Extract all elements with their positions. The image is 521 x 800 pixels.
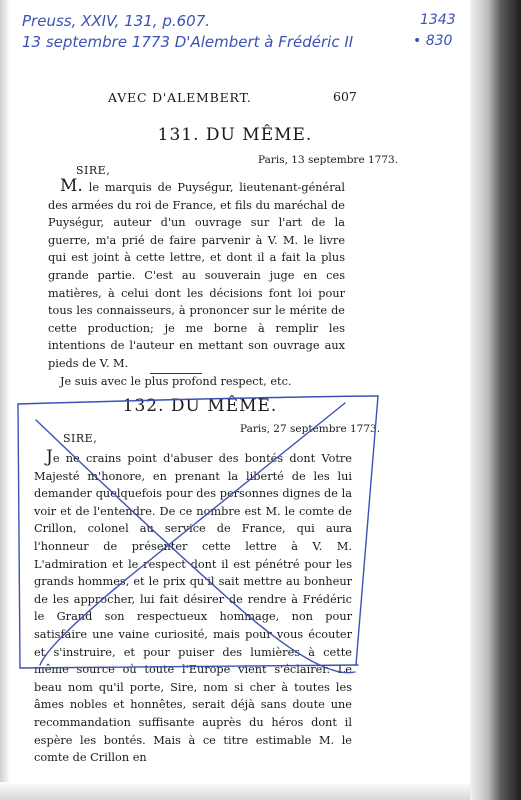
handwritten-reference: Preuss, XXIV, 131, p.607. (22, 12, 211, 30)
ink-box-left (18, 404, 20, 668)
letter-132-dateline: Paris, 27 septembre 1773. (240, 423, 381, 435)
letter-131-closing: Je suis avec le plus profond respect, etc. (60, 374, 292, 388)
letter-132-paragraph: Je ne crains point d'abuser des bontés dont Votre Majesté m'honore, en prenant la liberté de les lui demander quelquefois pour des personnes dignes de la voir et de l'entendre. De ce nombre est M. le comte de Crillon, colonel au service de France, qui aura l'honneur de présenter cette lettre à V. M. L'admiration et le respect dont il est pénétré pour les grands hommes, et le prix qu'il sait mettre au bonheur de les approcher, lui fait désirer de rendre à Frédéric le Grand son respectueux hommage, non pour satisfaire une vaine curiosité, mais pour vous écouter et s'instruire, et pour puiser des lumières à cette même source où toute l'Europe vient s'éclairer. Le beau nom qu'il porte, Sire, nom si cher à toutes les âmes nobles et honnêtes, serait déjà sans doute une recommandation suffisante auprès du héros dont il espère les bontés. Mais à ce titre estimable M. le comte de Crillon en (34, 447, 352, 765)
handwritten-number-top: 1343 (420, 12, 456, 28)
ink-cross-stroke-2 (40, 403, 345, 665)
page-number: 607 (333, 89, 357, 104)
handwritten-date-note: 13 septembre 1773 D'Alembert à Frédéric II (22, 33, 354, 51)
ink-cross-stroke-1 (36, 420, 355, 673)
ink-box-bottom (20, 665, 358, 668)
ink-box-right (356, 396, 378, 665)
letter-131-paragraph: M. le marquis de Puységur, lieutenant-général des armées du roi de France, et fils du maréchal de Puységur, auteur d'un ouvrage sur l'art de la guerre, m'a prié de faire parvenir à V. M. le livre qui est joint à cette lettre, et dont il a fait la plus grande partie. C'est au souverain juge en ces matières, à celui dont les décisions font loi pour tous les connaisseurs, à prononcer sur le mérite de cette production; je me borne à remplir les intentions de l'auteur en mettant son ouvrage aux pieds de V. M. (48, 176, 345, 370)
letter-132-salutation: SIRE, (63, 432, 98, 445)
letter-132-title: 132. DU MÊME. (122, 396, 278, 416)
letter-131-salutation: SIRE, (76, 164, 111, 177)
letter-131-dateline: Paris, 13 septembre 1773. (258, 154, 399, 166)
letter-131-title: 131. DU MÊME. (157, 125, 313, 145)
ink-box-top (18, 396, 378, 404)
handwritten-number-bottom: • 830 (413, 33, 453, 49)
running-title: AVEC D'ALEMBERT. (108, 90, 252, 105)
